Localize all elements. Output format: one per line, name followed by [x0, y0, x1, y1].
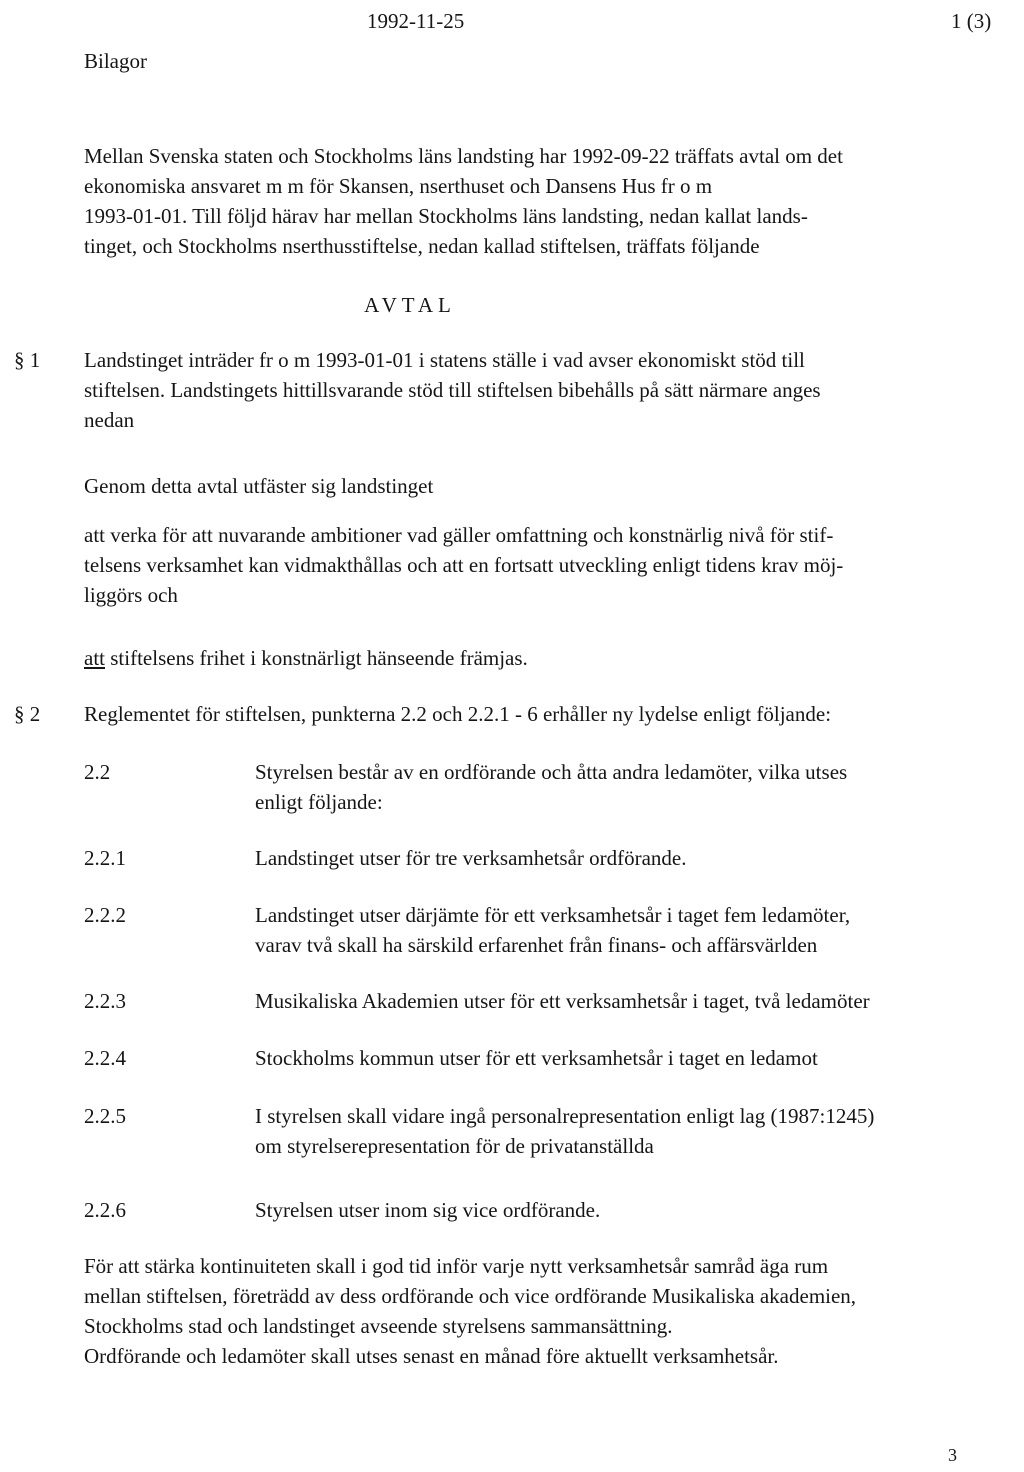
intro-paragraph: [84, 141, 843, 261]
item-number: 2.2.5: [84, 1104, 126, 1128]
item-text: Landstinget utser för tre verksamhetsår ordförande.: [255, 846, 687, 870]
text-line: I styrelsen skall vidare ingå personalrepresentation enligt lag (1987:1245): [255, 1104, 875, 1128]
page-number: 1 (3): [951, 9, 992, 33]
document-title: AVTAL: [364, 293, 456, 317]
text-line: För att stärka kontinuiteten skall i god tid inför varje nytt verksamhetsår samråd äga rum: [84, 1254, 829, 1278]
item-text: [255, 757, 847, 817]
text-line: Styrelsen består av en ordförande och åtta andra ledamöter, vilka utses: [255, 760, 848, 784]
item-number: 2.2: [84, 760, 111, 784]
text-line: enligt följande:: [255, 790, 383, 814]
text-line: varav två skall ha särskild erfarenhet från finans- och affärsvärlden: [255, 933, 818, 957]
text-line: Landstinget utser därjämte för ett verksamhetsår i taget fem ledamöter,: [255, 903, 851, 927]
item-number: 2.2.2: [84, 903, 126, 927]
attachments-label: Bilagor: [84, 49, 147, 73]
document-date: 1992-11-25: [367, 9, 465, 33]
item-number: 2.2.4: [84, 1046, 126, 1070]
section-1-text: [84, 345, 821, 435]
text-line: Stockholms stad och landstinget avseende styrelsens sammansättning.: [84, 1314, 673, 1338]
att-clause-2: [84, 643, 528, 673]
text-line: att verka för att nuvarande ambitioner vad gäller omfattning och konstnärlig nivå för stif-: [84, 523, 834, 547]
text-line: ekonomiska ansvaret m m för Skansen, nserthuset och Dansens Hus fr o m: [84, 174, 713, 198]
text-line: Mellan Svenska staten och Stockholms läns landsting har 1992-09-22 träffats avtal om det: [84, 144, 843, 168]
text-line: liggörs och: [84, 583, 178, 607]
closing-paragraph: [84, 1251, 856, 1371]
text-line: nedan: [84, 408, 135, 432]
section-marker: § 1: [14, 348, 41, 372]
text-line: tinget, och Stockholms nserthusstiftelse, nedan kallad stiftelsen, träffats följande: [84, 234, 760, 258]
text-line: Ordförande och ledamöter skall utses senast en månad före aktuellt verksamhetsår.: [84, 1344, 779, 1368]
item-text: Styrelsen utser inom sig vice ordförande.: [255, 1198, 601, 1222]
item-number: 2.2.3: [84, 989, 126, 1013]
text-line: telsens verksamhet kan vidmakthållas och att en fortsatt utveckling enligt tidens krav möj-: [84, 553, 844, 577]
att-clause-1: [84, 520, 843, 610]
att-clause-text: stiftelsens frihet i konstnärligt hänseende främjas.: [105, 646, 528, 670]
item-number: 2.2.6: [84, 1198, 126, 1222]
item-text: Musikaliska Akademien utser för ett verksamhetsår i taget, två ledamöter: [255, 989, 870, 1013]
item-text: [255, 1101, 874, 1161]
text-line: Landstinget inträder fr o m 1993-01-01 i statens ställe i vad avser ekonomiskt stöd till: [84, 348, 805, 372]
item-text: Stockholms kommun utser för ett verksamhetsår i taget en ledamot: [255, 1046, 818, 1070]
text-line: mellan stiftelsen, företrädd av dess ordförande och vice ordförande Musikaliska akademien,: [84, 1284, 857, 1308]
item-number: 2.2.1: [84, 846, 126, 870]
footer-mark: 3: [948, 1445, 957, 1465]
section-marker: § 2: [14, 702, 41, 726]
text-line: 1993-01-01. Till följd härav har mellan Stockholms läns landsting, nedan kallat lands-: [84, 204, 808, 228]
item-text: [255, 900, 850, 960]
section-2-intro: Reglementet för stiftelsen, punkterna 2.2 och 2.2.1 - 6 erhåller ny lydelse enligt följande:: [84, 702, 832, 726]
undertaking-text: Genom detta avtal utfäster sig landstinget: [84, 474, 434, 498]
att-word: att: [84, 646, 105, 670]
text-line: stiftelsen. Landstingets hittillsvarande stöd till stiftelsen bibehålls på sätt närmare anges: [84, 378, 821, 402]
text-line: om styrelserepresentation för de privatanställda: [255, 1134, 654, 1158]
